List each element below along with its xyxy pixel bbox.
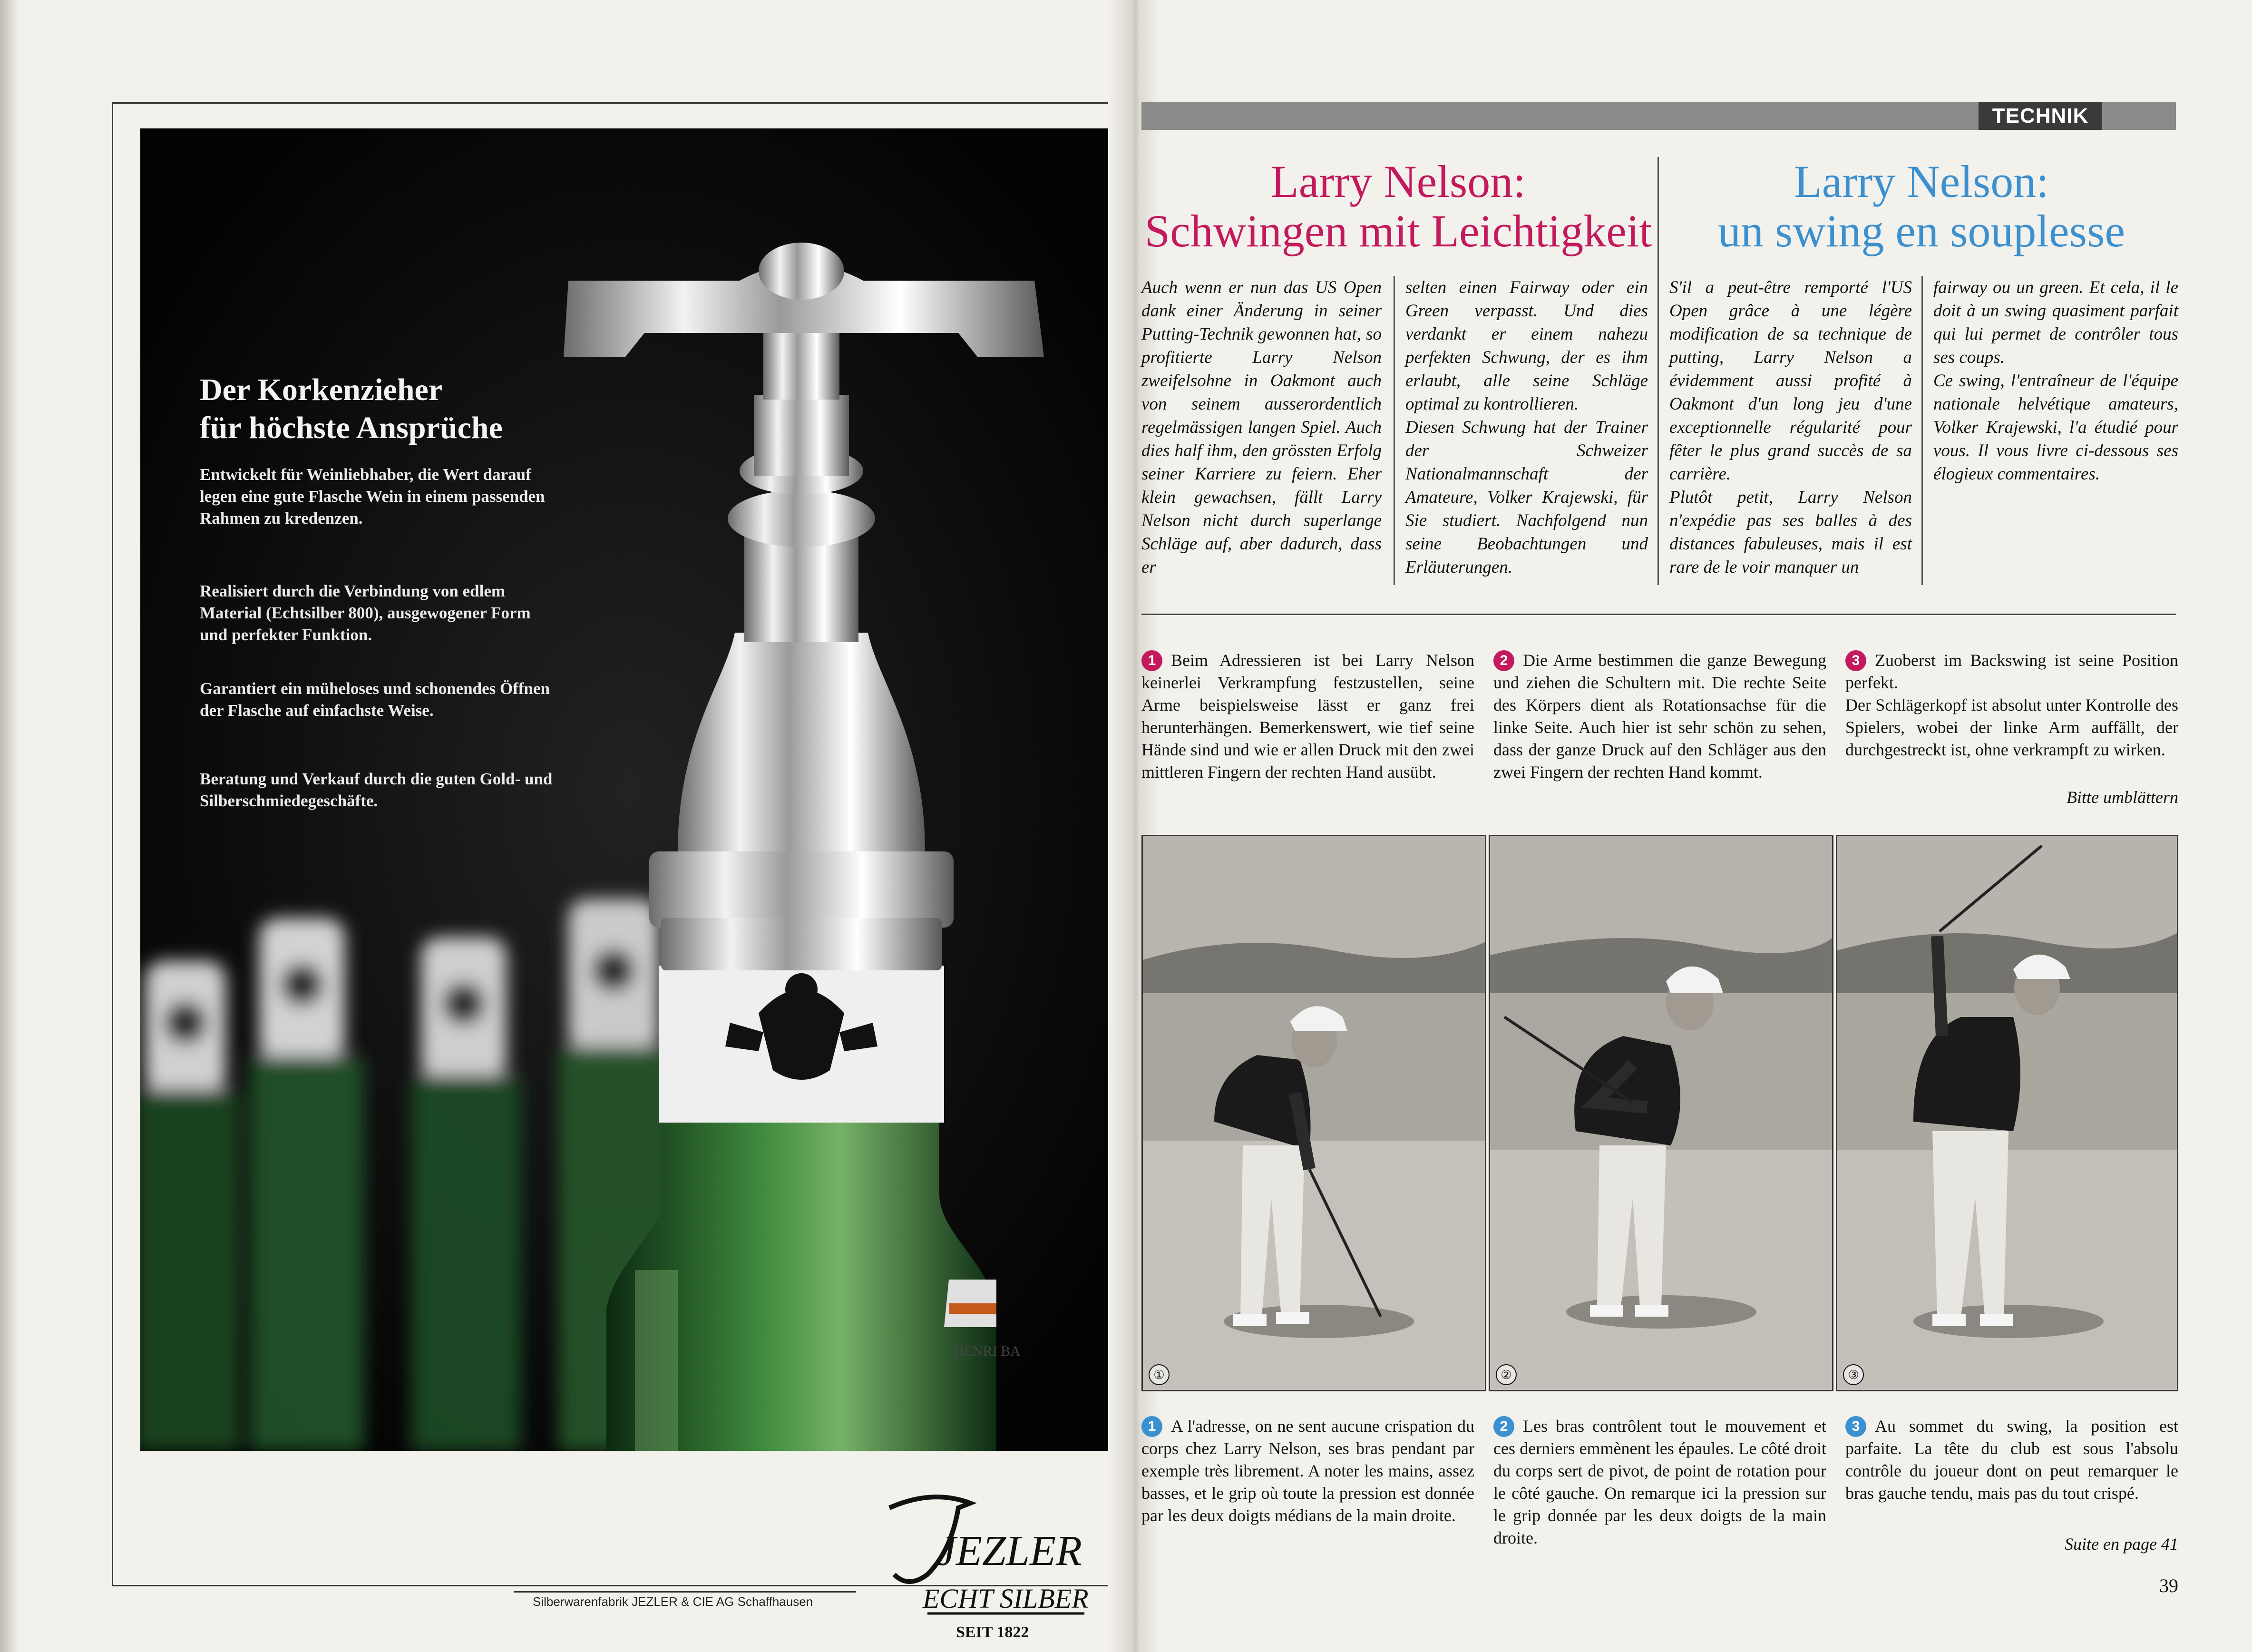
step-number-badge: 2: [1493, 650, 1514, 671]
continue-note-french: Suite en page 41: [2065, 1535, 2178, 1554]
photo-label: ①: [1149, 1364, 1170, 1385]
ad-paragraph: Garantiert ein müheloses und schonendes Öffnen der Flasche auf einfachste Weise.: [200, 679, 550, 720]
title-german-line2: Schwingen mit Leichtigkeit: [1144, 205, 1652, 256]
continue-note-german: Bitte umblättern: [2067, 788, 2178, 807]
page-number: 39: [2159, 1575, 2178, 1596]
caption-text: Zuoberst im Backswing ist seine Position perfekt.: [1845, 651, 2178, 692]
caption-text: A l'adresse, on ne sent aucune crispation du corps chez Larry Nelson, ses bras pendant par exemple très librement. A noter les mains, assez basses, et le grip où toute la pression est donnée par les deux doigts médians de la main droite.: [1141, 1417, 1474, 1525]
intro-french-col2-p1: fairway ou un green. Et cela, il le doit à un swing quasiment parfait qui lui permet de contrôler tous ses coups.: [1933, 278, 2178, 367]
swing-photo-takeaway: [1489, 835, 1833, 1391]
page-edge: [0, 0, 19, 1652]
title-french-line1: Larry Nelson:: [1794, 156, 2049, 207]
swing-photo-backswing: [1836, 835, 2178, 1391]
intro-german-col1: Auch wenn er nun das US Open dank einer Änderung in seiner Putting-Technik gewonnen hat, so profitierte Larry Nelson zweifelsohne in Oakmont auch von seinem ausserordentlich regelmässigen langen Spiel. Auch dies half ihm, den grössten Erfolg seiner Karriere zu feiern. Eher klein gewachsen, fällt Larry Nelson nicht durch superlange Schläge auf, aber dadurch, dass er: [1141, 278, 1382, 577]
title-german-line1: Larry Nelson:: [1271, 156, 1526, 207]
ad-footer-text: Silberwarenfabrik JEZLER & CIE AG Schaffhausen: [533, 1594, 813, 1609]
step-number-badge: 1: [1141, 1416, 1162, 1437]
caption-german-2: [1493, 649, 1826, 783]
ad-headline-line1: Der Korkenzieher: [200, 372, 443, 407]
caption-german-1: [1141, 649, 1474, 783]
ad-paragraph: Realisiert durch die Verbindung von edlem Material (Echtsilber 800), ausgewogener Form und perfekter Funktion.: [200, 582, 531, 644]
logo-name: JEZLER: [937, 1527, 1082, 1574]
title-french: [1665, 157, 2178, 256]
step-number-badge: 2: [1493, 1416, 1514, 1437]
section-tag: TECHNIK: [1979, 102, 2102, 130]
caption-german-3: [1845, 649, 2178, 761]
intro-french-col2-p2: Ce swing, l'entraîneur de l'équipe nationale helvétique amateurs, Volker Krajewski, l'a étudié pour vous. Il vous livre ci-dessous ses élogieux commentaires.: [1933, 371, 2178, 484]
jezler-logo: [856, 1489, 1103, 1641]
logo-since: SEIT 1822: [956, 1623, 1029, 1641]
bottle-label-text: HENRI BA: [954, 1343, 1021, 1359]
caption-french-1: [1141, 1415, 1474, 1527]
photo-label: ③: [1843, 1364, 1864, 1385]
intro-french-col1: [1669, 276, 1912, 579]
ad-footer-rule: [514, 1591, 856, 1593]
swing-photo-address: [1141, 835, 1486, 1391]
caption-french-3: [1845, 1415, 2178, 1505]
intro-german-col2-p1: selten einen Fairway oder ein Green verpasst. Und dies verdankt er einem nahezu perfekten Schwung, der es ihm erlaubt, alle seine Schläge optimal zu kontrollieren.: [1405, 278, 1648, 414]
title-german: [1141, 157, 1655, 256]
step-number-badge: 1: [1141, 650, 1162, 671]
ad-paragraph: Beratung und Verkauf durch die guten Gold- und Silberschmiedegeschäfte.: [200, 770, 553, 810]
column-rule: [1657, 157, 1659, 585]
caption-text: Beim Adressieren ist bei Larry Nelson keinerlei Verkrampfung festzustellen, seine Arme beispielsweise lässt er ganz frei herunterhängen. Bemerkenswert, wie tief seine Hände sind und wie er allen Druck mit den zwei mittleren Fingern der rechten Hand ausübt.: [1141, 651, 1474, 782]
step-number-badge: 3: [1845, 1416, 1866, 1437]
column-rule: [1394, 276, 1395, 585]
caption-text: Der Schlägerkopf ist absolut unter Kontrolle des Spielers, wobei der linke Arm auffällt, der durchgestreckt ist, ohne verkrampft zu wirken.: [1845, 695, 2178, 759]
intro-german-col2: [1405, 276, 1648, 579]
intro-german-col2-p2: Diesen Schwung hat der Trainer der Schweizer Nationalmannschaft der Amateure, Volker Krajewski, für Sie studiert. Nachfolgend nun seine Beobachtungen und Erläuterungen.: [1405, 418, 1648, 577]
logo-sub: ECHT SILBER: [923, 1583, 1089, 1614]
intro-french-col1-p2: Plutôt petit, Larry Nelson n'expédie pas ses balles à des distances fabuleuses, mais il est rare de le voir manquer un: [1669, 488, 1912, 577]
intro-french-col1-p1: S'il a peut-être remporté l'US Open grâce à une légère modification de sa technique de putting, Larry Nelson a évidemment aussi profité à Oakmont d'un long jeu d'une exceptionnelle régularité pour fêter le plus grand succès de sa carrière.: [1669, 278, 1912, 484]
column-rule: [1921, 276, 1923, 585]
caption-text: Les bras contrôlent tout le mouvement et ces derniers emmènent les épaules. Le côté droit du corps sert de pivot, de point de rotation pour le côté gauche. On remarque ici la pression sur le grip donnée par les deux doigts de la main droite.: [1493, 1417, 1826, 1547]
caption-text: Die Arme bestimmen die ganze Bewegung und ziehen die Schultern mit. Die rechte Seite des Körpers dient als Rotationsachse für die linke Seite. Auch hier ist sehr schön zu sehen, dass der ganze Druck auf den Schläger aus den zwei Fingern der rechten Hand kommt.: [1493, 651, 1826, 782]
step-number-badge: 3: [1845, 650, 1866, 671]
caption-text: Au sommet du swing, la position est parfaite. La tête du club est sous l'absolu contrôle du joueur dont on peut remarquer le bras gauche tendu, mais pas du tout crispé.: [1845, 1417, 2178, 1503]
title-french-line2: un swing en souplesse: [1718, 205, 2125, 256]
ad-paragraph: Entwickelt für Weinliebhaber, die Wert darauf legen eine gute Flasche Wein in einem passenden Rahmen zu kredenzen.: [200, 465, 545, 528]
caption-french-2: [1493, 1415, 1826, 1549]
section-divider: [1141, 614, 2176, 615]
ad-headline-line2: für höchste Ansprüche: [200, 411, 503, 445]
photo-label: ②: [1496, 1364, 1517, 1385]
ad-headline: [200, 371, 580, 447]
intro-french-col2: [1933, 276, 2178, 486]
